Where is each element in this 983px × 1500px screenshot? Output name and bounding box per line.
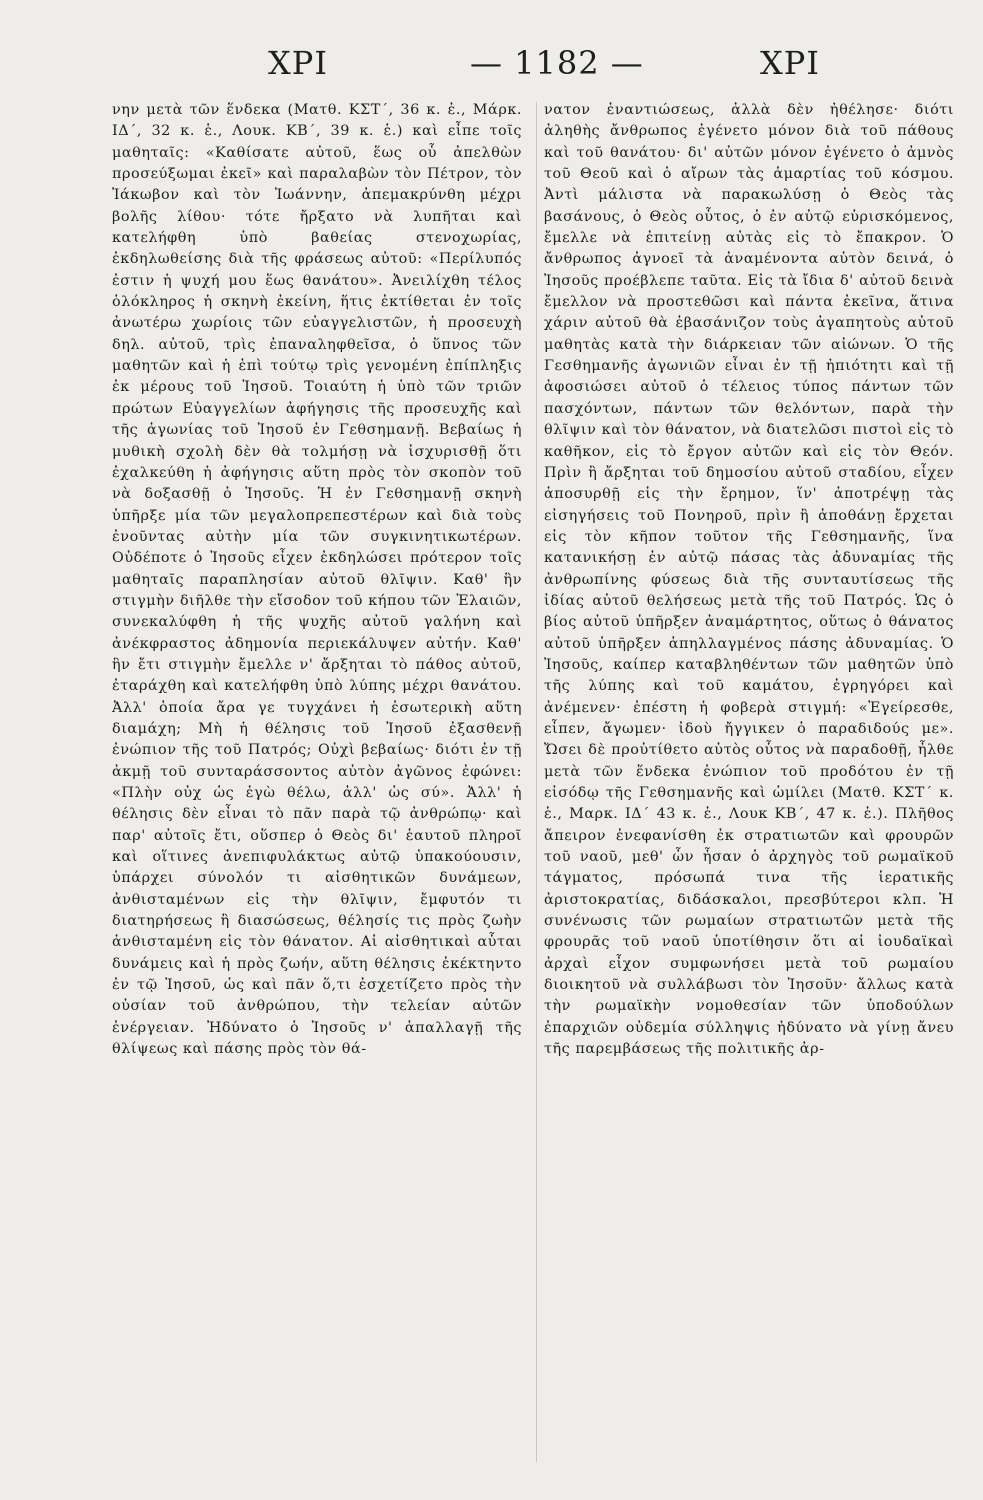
left-column-text: νην μετὰ τῶν ἕνδεκα (Ματθ. ΚΣΤ΄, 36 κ. ἑ., Μάρκ. ΙΔ΄, 32 κ. ἑ., Λουκ. ΚΒ΄, 39 κ. ἑ.) καὶ εἶπε τοῖς μαθηταῖς: «Καθίσατε αὐτοῦ, ἕως οὗ ἀπελθὼν προσεύξωμαι ἐκεῖ» καὶ παραλαβὼν τὸν Πέτρον, τὸν Ἰάκωβον καὶ τὸν Ἰωάννην, ἀπεμακρύνθη μέχρι βολῆς λίθου· τότε ἤρξατο νὰ λυπῆται καὶ κατελήφθη ὑπὸ βαθείας στενοχωρίας, ἐκδηλωθείσης διὰ τῆς φράσεως αὐτοῦ: «Περίλυπός ἐστιν ἡ ψυχή μου ἕως θανάτου». Ἀνειλίχθη τέλος ὁλόκληρος ἡ σκηνὴ ἐκείνη, ἥτις ἐκτίθεται ἐν τοῖς ἀνωτέρω χωρίοις τῶν εὐαγγελιστῶν, ἡ προσευχὴ δηλ. αὐτοῦ, τρὶς ἐπαναληφθεῖσα, ὁ ὕπνος τῶν μαθητῶν καὶ ἡ ἐπὶ τούτῳ τρὶς γενομένη ἐπίπληξις ἐκ μέρους τοῦ Ἰησοῦ. Τοιαύτη ἡ ὑπὸ τῶν τριῶν πρώτων Εὐαγγελίων ἀφήγησις τῆς προσευχῆς καὶ τῆς ἀγωνίας τοῦ Ἰησοῦ ἐν Γεθσημανῇ. Βεβαίως ἡ μυθικὴ σχολὴ δὲν θὰ τολμήσῃ νὰ ἰσχυρισθῇ ὅτι ἐχαλκεύθη ἡ ἀφήγησις αὕτη πρὸς τὸν σκοπὸν τοῦ νὰ δοξασθῇ ὁ Ἰησοῦς. Ἡ ἐν Γεθσημανῇ σκηνὴ ὑπῆρξε μία τῶν μεγαλοπρεπεστέρων καὶ διὰ τοὺς ἐνοῦντας αὐτὴν μία τῶν συγκινητικωτέρων. Οὐδέποτε ὁ Ἰησοῦς εἶχεν ἐκδηλώσει πρότερον τοῖς μαθηταῖς παραπλησίαν αὐτοῦ θλῖψιν. Καθ' ἣν στιγμὴν διῆλθε τὴν εἴσοδον τοῦ κήπου τῶν Ἐλαιῶν, συνεκαλύφθη ἡ τῆς ψυχῆς αὐτοῦ γαλήνη καὶ ἀνέκφραστος ἀδημονία περιεκάλυψεν αὐτήν. Καθ' ἣν ἔτι στιγμὴν ἔμελλε ν' ἄρξηται τὸ πάθος αὐτοῦ, ἐταράχθη καὶ κατελήφθη ὑπὸ λύπης μέχρι θανάτου. Ἀλλ' ὁποία ἄρα γε τυγχάνει ἡ ἐσωτερικὴ αὕτη διαμάχη; Μὴ ἡ θέλησις τοῦ Ἰησοῦ ἐξασθενῇ ἐνώπιον τῆς τοῦ Πατρός; Οὐχὶ βεβαίως· διότι ἐν τῇ ἀκμῇ τοῦ συνταράσσοντος αὐτὸν ἀγῶνος ἐφώνει: «Πλὴν οὐχ ὡς ἐγὼ θέλω, ἀλλ' ὡς σύ». Ἀλλ' ἡ θέλησις δὲν εἶναι τὸ πᾶν παρὰ τῷ ἀνθρώπῳ· καὶ παρ' αὐτοῖς ἔτι, οὕσπερ ὁ Θεὸς δι' ἑαυτοῦ πληροῖ καὶ οἵτινες ἀνεπιφυλάκτως αὐτῷ ὑπακούουσιν, ὑπάρχει σύνολόν τι αἰσθητικῶν δυνάμεων, ἀνθισταμένων εἰς τὴν θλῖψιν, ἔμφυτόν τι διατηρήσεως ἢ διασώσεως, θέλησίς τις πρὸς ζωὴν ἀνθισταμένη εἰς τὸν θάνατον. Αἱ αἰσθητικαὶ αὗται δυνάμεις καὶ ἡ πρὸς ζωήν, αὕτη θέλησις ἐκέκτηντο ἐν τῷ Ἰησοῦ, ὡς καὶ πᾶν ὅ,τι ἐσχετίζετο πρὸς τὴν οὐσίαν τοῦ ἀνθρώπου, τὴν τελείαν αὐτῶν ἐνέργειαν. Ἠδύνατο ὁ Ἰησοῦς ν' ἀπαλλαγῇ τῆς θλίψεως καὶ πάσης πρὸς τὸν θά-	[112, 102, 522, 1058]
header-right-keyword: ΧΡΙ	[760, 44, 820, 82]
right-column-text: νατον ἐναντιώσεως, ἀλλὰ δὲν ἠθέλησε· διότι ἀληθὴς ἄνθρωπος ἐγένετο μόνον διὰ τοῦ πάθους καὶ τοῦ θανάτου· δι' αὐτῶν μόνον ἐγένετο ὁ ἀμνὸς τοῦ Θεοῦ καὶ ὁ αἴρων τὰς ἁμαρτίας τοῦ κόσμου. Ἀντὶ μάλιστα νὰ παρακωλύσῃ ὁ Θεὸς τὰς βασάνους, ὁ Θεὸς οὗτος, ὁ ἐν αὐτῷ εὑρισκόμενος, ἔμελλε νὰ ἐπιτείνῃ αὐτὰς εἰς τὸ ἔπακρον. Ὁ ἄνθρωπος ἀγνοεῖ τὰ ἀναμένοντα αὐτὸν δεινά, ὁ Ἰησοῦς προέβλεπε ταῦτα. Εἰς τὰ ἴδια δ' αὐτοῦ δεινὰ ἔμελλον νὰ προστεθῶσι καὶ πάντα ἐκεῖνα, ἅτινα χάριν αὐτοῦ θὰ ἐβασάνιζον τοὺς ἀγαπητοὺς αὐτοῦ μαθητὰς κατὰ τὴν διάρκειαν τῶν αἰώνων. Ὁ τῆς Γεσθημανῆς ἀγωνιῶν εἶναι ἐν τῇ ἠπιότητι καὶ τῇ ἀφοσιώσει αὐτοῦ ὁ τέλειος τύπος πάντων τῶν πασχόντων, πάντων τῶν θελόντων, παρὰ τὴν θλῖψιν καὶ τὸν θάνατον, νὰ διατελῶσι πιστοὶ εἰς τὸ καθῆκον, εἰς τὸ ἔργον αὐτῶν καὶ εἰς τὸν Θεόν. Πρὶν ἢ ἄρξηται τοῦ δημοσίου αὐτοῦ σταδίου, εἶχεν ἀποσυρθῇ εἰς τὴν ἔρημον, ἵν' ἀποτρέψῃ τὰς εἰσηγήσεις τοῦ Πονηροῦ, πρὶν ἢ ἀποθάνῃ ἔρχεται εἰς τὸν κῆπον τοῦτον τῆς Γεθσημανῆς, ἵνα κατανικήσῃ ἐν αὐτῷ πάσας τὰς ἀδυναμίας τῆς ἀνθρωπίνης φύσεως διὰ τῆς συνταυτίσεως τῆς ἰδίας αὐτοῦ θελήσεως μετὰ τῆς τοῦ Πατρός. Ὡς ὁ βίος αὐτοῦ ὑπῆρξεν ἀναμάρτητος, οὕτως ὁ θάνατος αὐτοῦ ὑπῆρξεν ἀπηλλαγμένος πάσης ἀδυναμίας. Ὁ Ἰησοῦς, καίπερ καταβληθέντων τῶν μαθητῶν ὑπὸ τῆς λύπης καὶ τοῦ καμάτου, ἐγρηγόρει καὶ ἀνέμενεν· ἐπέστη ἡ φοβερὰ στιγμή: «Ἐγείρεσθε, εἶπεν, ἄγωμεν· ἰδοὺ ἤγγικεν ὁ παραδιδούς με». Ὤσει δὲ προὐτίθετο αὐτὸς οὗτος νὰ παραδοθῇ, ἦλθε μετὰ τῶν ἕνδεκα ἐνώπιον τοῦ προδότου ἐν τῇ εἰσόδῳ τῆς Γεθσημανῆς καὶ ὡμίλει (Ματθ. ΚΣΤ΄ κ. ἑ., Μαρκ. ΙΔ΄ 43 κ. ἑ., Λουκ ΚΒ΄, 47 κ. ἑ.). Πλῆθος ἄπειρον ἐνεφανίσθη ἐκ στρατιωτῶν καὶ φρουρῶν τοῦ ναοῦ, μεθ' ὧν ἦσαν ὁ ἀρχηγὸς τοῦ ρωμαϊκοῦ τάγματος, πρόσωπά τινα τῆς ἱερατικῆς ἀριστοκρατίας, διδάσκαλοι, πρεσβύτεροι κλπ. Ἡ συνένωσις τῶν ρωμαίων στρατιωτῶν μετὰ τῆς φρουρᾶς τοῦ ναοῦ ὑποτίθησιν ὅτι αἱ ἰουδαϊκαὶ ἀρχαὶ εἶχον συμφωνήσει μετὰ τοῦ ρωμαίου διοικητοῦ νὰ συλλάβωσι τὸν Ἰησοῦν· ἄλλως κατὰ τὴν ρωμαϊκὴν νομοθεσίαν τῶν ὑποδούλων ἐπαρχιῶν οὐδεμία σύλληψις ἠδύνατο νὰ γίνῃ ἄνευ τῆς παρεμβάσεως τῆς πολιτικῆς ἀρ-	[544, 102, 954, 1058]
header-left-keyword: ΧΡΙ	[268, 44, 328, 82]
page-number: — 1182 —	[470, 44, 644, 82]
page-header	[110, 44, 850, 92]
column-divider	[536, 102, 537, 1462]
